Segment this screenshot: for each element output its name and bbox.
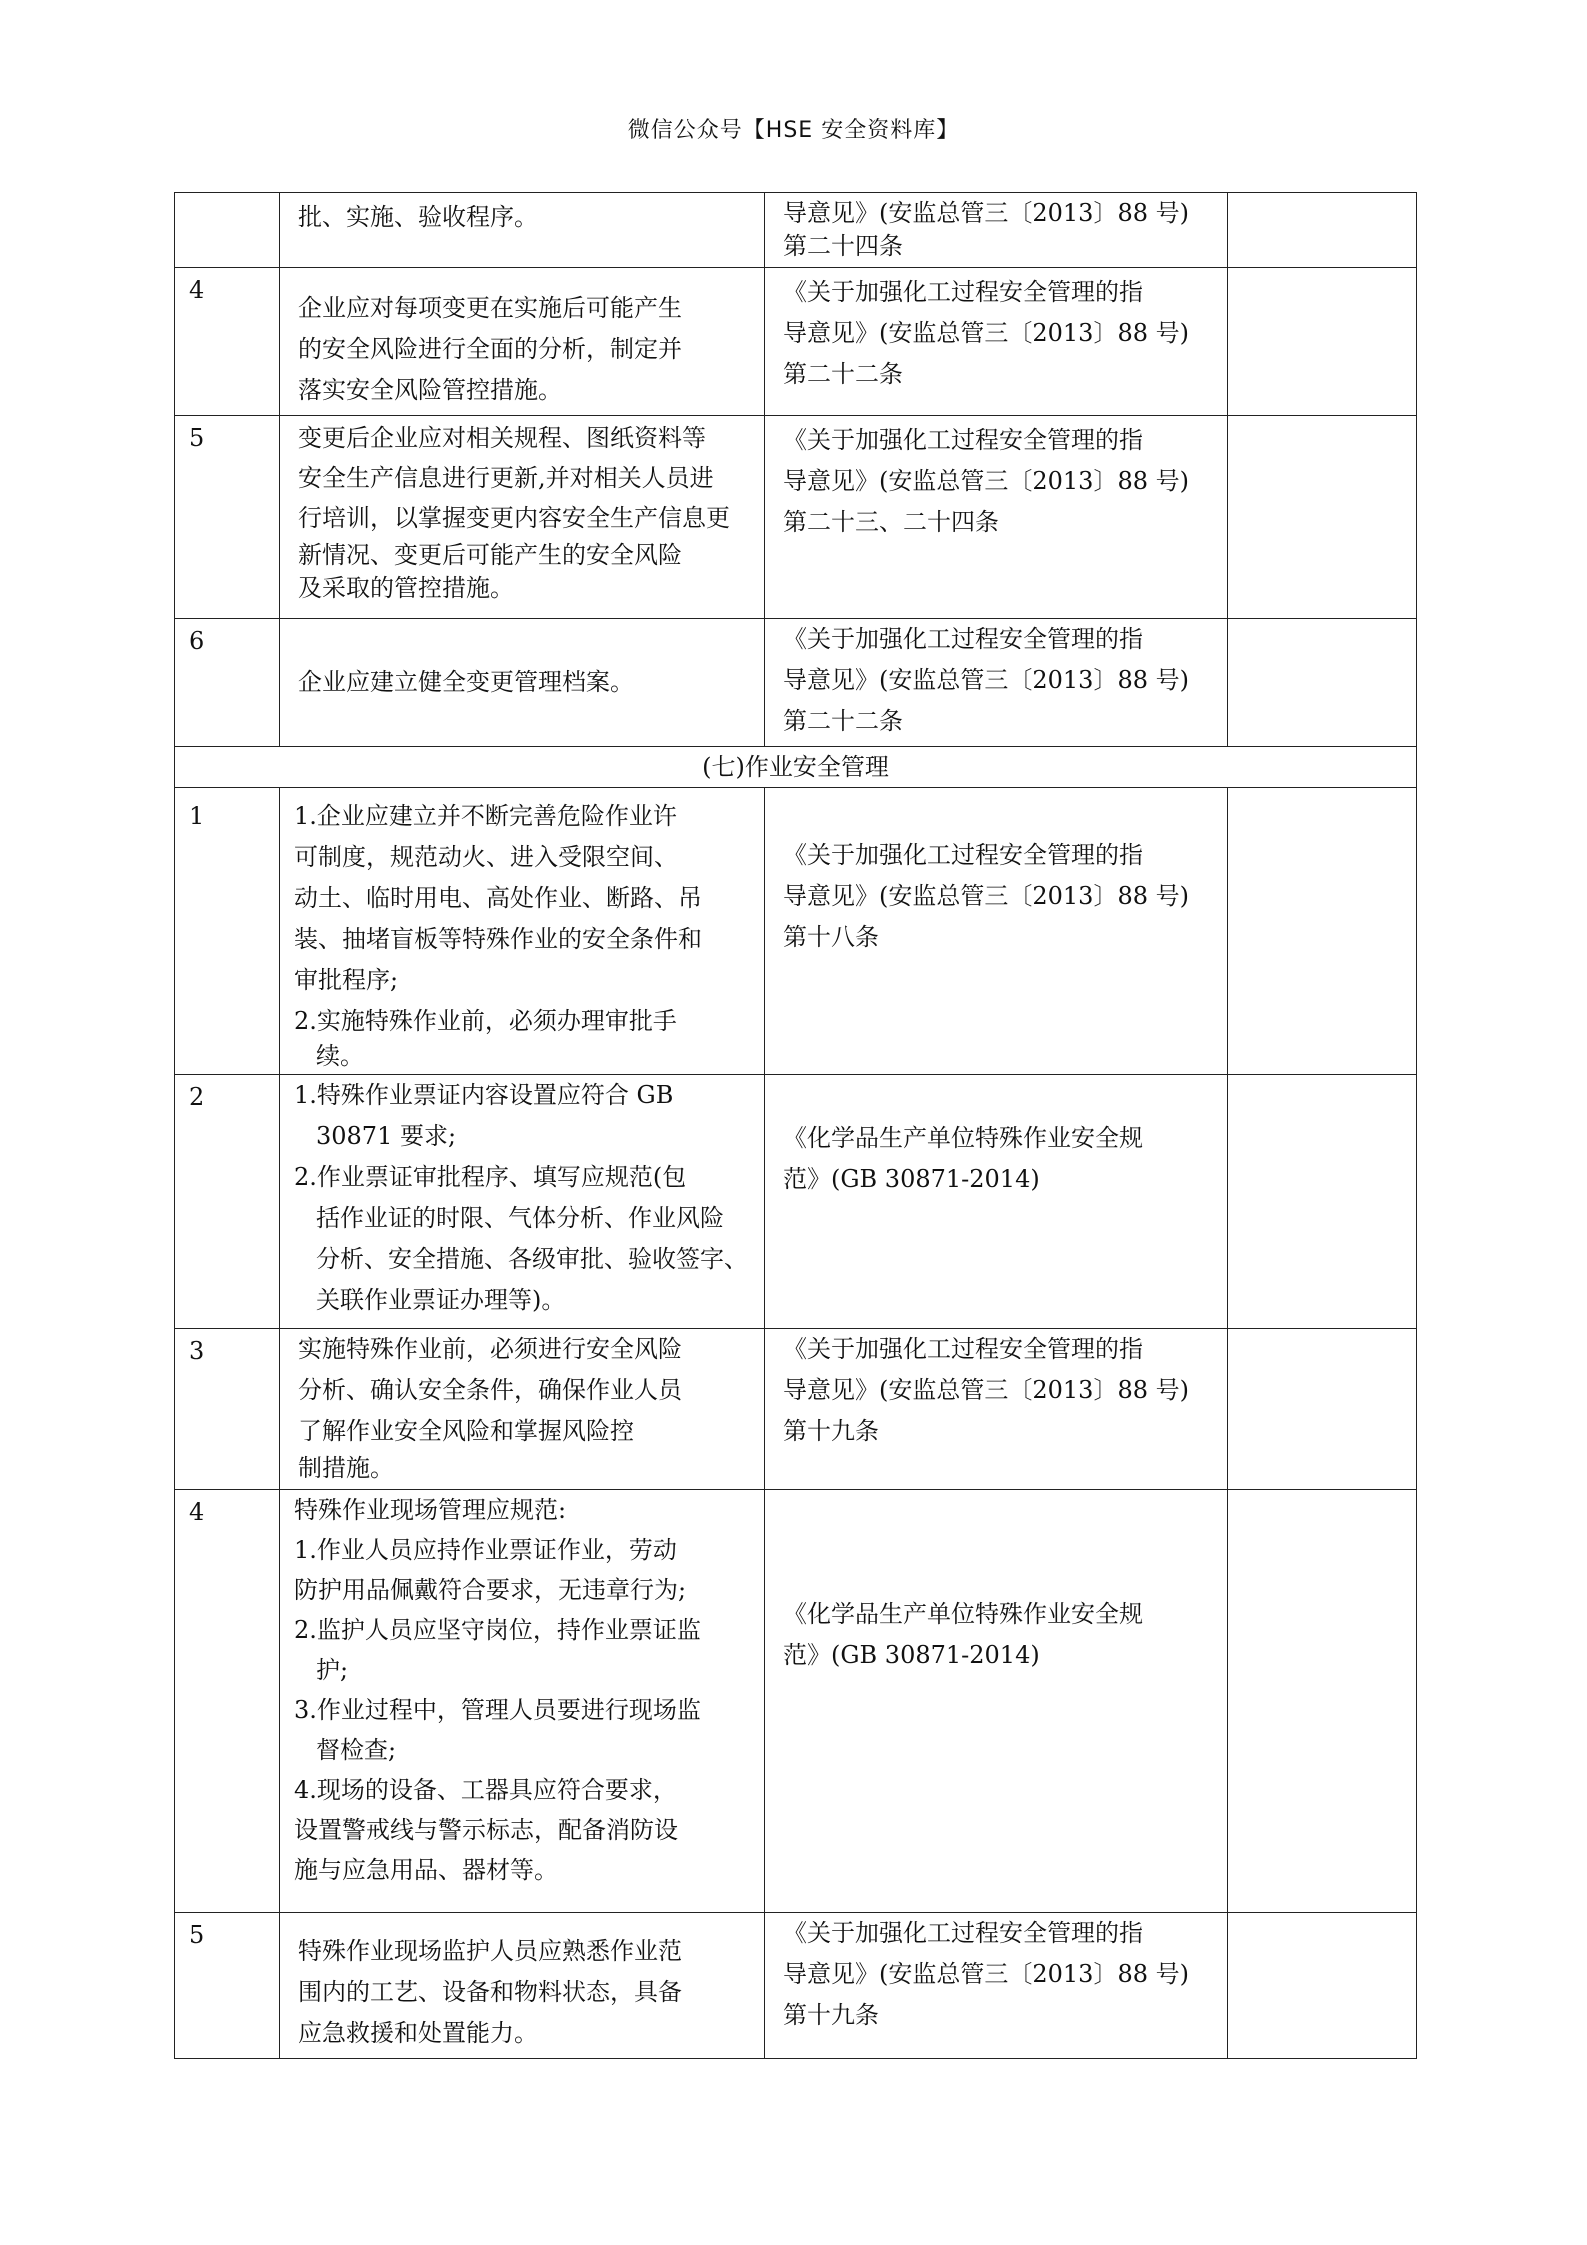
requirement-item: [298, 1329, 752, 1484]
basis-cell: [765, 619, 1228, 747]
row-number: 4: [175, 1490, 280, 1913]
requirement-line: 装、抽堵盲板等特殊作业的安全条件和: [294, 925, 702, 953]
requirement-line: 续。: [316, 1042, 364, 1070]
requirement-line: 设置警戒线与警示标志，配备消防设: [294, 1816, 678, 1844]
requirement-cell: [280, 619, 765, 747]
requirement-line: 企业应建立健全变更管理档案。: [298, 668, 634, 696]
basis-line: 导意见》(安监总管三〔2013〕88 号): [783, 467, 1189, 495]
requirement-cell: [280, 1329, 765, 1490]
page-header: 微信公众号【HSE 安全资料库】: [627, 118, 960, 143]
basis-line: 第二十二条: [783, 360, 903, 388]
requirement-item: [294, 1770, 752, 1890]
requirement-line: 实施特殊作业前，必须进行安全风险: [298, 1335, 682, 1363]
row-number: 4: [175, 268, 280, 416]
requirement-line: 分析、确认安全条件，确保作业人员: [298, 1376, 682, 1404]
requirement-line: 制措施。: [298, 1454, 394, 1482]
requirement-line: 及采取的管控措施。: [298, 574, 514, 602]
requirement-line: 的安全风险进行全面的分析，制定并: [298, 335, 682, 363]
table-row: [175, 788, 1417, 1075]
basis-line: 第十九条: [783, 1417, 879, 1445]
requirement-line: 1.作业人员应持作业票证作业，劳动: [294, 1536, 677, 1564]
section-title: (七)作业安全管理: [175, 747, 1417, 788]
remark-cell: [1228, 268, 1417, 416]
table-row: [175, 619, 1417, 747]
remark-cell: [1228, 193, 1417, 268]
basis-cell: [765, 193, 1228, 268]
basis-line: 《关于加强化工过程安全管理的指: [783, 625, 1143, 653]
remark-cell: [1228, 1490, 1417, 1913]
basis-line: 《关于加强化工过程安全管理的指: [783, 1335, 1143, 1363]
table-body: [175, 193, 1417, 2059]
basis-line: 第十八条: [783, 923, 879, 951]
requirement-cell: [280, 1913, 765, 2059]
row-number: 2: [175, 1075, 280, 1329]
basis-line: 第二十三、二十四条: [783, 508, 999, 536]
requirement-line: 安全生产信息进行更新,并对相关人员进: [298, 464, 714, 492]
basis-line: 导意见》(安监总管三〔2013〕88 号): [783, 1376, 1189, 1404]
basis-line: 导意见》(安监总管三〔2013〕88 号): [783, 319, 1189, 347]
requirement-line: 围内的工艺、设备和物料状态，具备: [298, 1978, 682, 2006]
table-row: [175, 1075, 1417, 1329]
requirement-line: 应急救援和处置能力。: [298, 2019, 538, 2047]
basis-line: 第十九条: [783, 2001, 879, 2029]
requirement-line: 防护用品佩戴符合要求，无违章行为;: [294, 1576, 687, 1604]
requirement-line: 企业应对每项变更在实施后可能产生: [298, 294, 682, 322]
remark-cell: [1228, 619, 1417, 747]
requirement-cell: [280, 193, 765, 268]
basis-cell: [765, 1329, 1228, 1490]
row-number: 5: [175, 416, 280, 619]
basis-line: 《化学品生产单位特殊作业安全规: [783, 1600, 1143, 1628]
basis-line: 导意见》(安监总管三〔2013〕88 号): [783, 1960, 1189, 1988]
requirement-cell: [280, 416, 765, 619]
basis-line: 导意见》(安监总管三〔2013〕88 号): [783, 882, 1189, 910]
requirement-cell: [280, 788, 765, 1075]
requirement-line: 可制度，规范动火、进入受限空间、: [294, 843, 678, 871]
requirement-line: 特殊作业现场管理应规范:: [294, 1496, 567, 1524]
requirement-cell: [280, 1490, 765, 1913]
requirement-line: 特殊作业现场监护人员应熟悉作业范: [298, 1937, 682, 1965]
requirement-line: 落实安全风险管控措施。: [298, 376, 562, 404]
requirement-line: 4.现场的设备、工器具应符合要求，: [294, 1776, 677, 1804]
requirement-line: 3.作业过程中，管理人员要进行现场监: [294, 1696, 701, 1724]
basis-line: 范》(GB 30871-2014): [783, 1165, 1040, 1193]
requirement-line: 1.特殊作业票证内容设置应符合 GB: [294, 1081, 674, 1109]
safety-checklist-table: [174, 192, 1417, 2059]
requirement-line: 括作业证的时限、气体分析、作业风险: [316, 1204, 724, 1232]
row-number: 3: [175, 1329, 280, 1490]
requirement-line: 变更后企业应对相关规程、图纸资料等: [298, 424, 706, 452]
requirement-line: 了解作业安全风险和掌握风险控: [298, 1417, 634, 1445]
basis-line: 《关于加强化工过程安全管理的指: [783, 278, 1143, 306]
section-header-row: [175, 747, 1417, 788]
remark-cell: [1228, 788, 1417, 1075]
requirement-item: [294, 1157, 752, 1321]
requirement-line: 批、实施、验收程序。: [298, 203, 538, 231]
table-row: [175, 1490, 1417, 1913]
remark-cell: [1228, 416, 1417, 619]
basis-line: 《化学品生产单位特殊作业安全规: [783, 1124, 1143, 1152]
row-number: 6: [175, 619, 280, 747]
basis-line: 《关于加强化工过程安全管理的指: [783, 1919, 1143, 1947]
table-row: [175, 1913, 1417, 2059]
requirement-cell: [280, 268, 765, 416]
requirement-line: 分析、安全措施、各级审批、验收签字、: [316, 1245, 748, 1273]
requirement-line: 关联作业票证办理等)。: [316, 1286, 566, 1314]
requirement-line: 督检查;: [316, 1736, 397, 1764]
basis-cell: [765, 268, 1228, 416]
table-row: [175, 193, 1417, 268]
basis-line: 导意见》(安监总管三〔2013〕88 号): [783, 199, 1189, 227]
basis-cell: [765, 788, 1228, 1075]
row-number: 1: [175, 788, 280, 1075]
requirement-line: 新情况、变更后可能产生的安全风险: [298, 541, 682, 569]
basis-line: 《关于加强化工过程安全管理的指: [783, 426, 1143, 454]
basis-line: 范》(GB 30871-2014): [783, 1641, 1040, 1669]
table-row: [175, 1329, 1417, 1490]
requirement-line: 2.监护人员应坚守岗位，持作业票证监: [294, 1616, 701, 1644]
basis-cell: [765, 416, 1228, 619]
requirement-item: [294, 1610, 752, 1690]
requirement-line: 2.实施特殊作业前，必须办理审批手: [294, 1007, 677, 1035]
basis-cell: [765, 1490, 1228, 1913]
requirement-item: [294, 1690, 752, 1770]
requirement-item: [294, 796, 752, 1001]
remark-cell: [1228, 1075, 1417, 1329]
requirement-line: 1.企业应建立并不断完善危险作业许: [294, 802, 677, 830]
requirement-item: [294, 1001, 752, 1070]
remark-cell: [1228, 1913, 1417, 2059]
requirement-item: [294, 1530, 752, 1610]
table-row: [175, 268, 1417, 416]
requirement-line: 动土、临时用电、高处作业、断路、吊: [294, 884, 702, 912]
row-number: [175, 193, 280, 268]
basis-line: 第二十四条: [783, 232, 903, 260]
requirement-line: 2.作业票证审批程序、填写应规范(包: [294, 1163, 687, 1191]
requirement-cell: [280, 1075, 765, 1329]
basis-line: 第二十二条: [783, 707, 903, 735]
requirement-item: [298, 1931, 752, 2054]
row-number: 5: [175, 1913, 280, 2059]
requirement-item: [294, 1075, 752, 1157]
requirement-line: 审批程序;: [294, 966, 399, 994]
basis-line: 《关于加强化工过程安全管理的指: [783, 841, 1143, 869]
requirement-line: 行培训，以掌握变更内容安全生产信息更: [298, 504, 730, 532]
remark-cell: [1228, 1329, 1417, 1490]
requirement-line: 施与应急用品、器材等。: [294, 1856, 558, 1884]
basis-cell: [765, 1075, 1228, 1329]
basis-cell: [765, 1913, 1228, 2059]
requirement-item: [294, 1490, 752, 1530]
requirement-line: 护;: [316, 1656, 349, 1684]
table-row: [175, 416, 1417, 619]
requirement-line: 30871 要求;: [316, 1122, 457, 1150]
basis-line: 导意见》(安监总管三〔2013〕88 号): [783, 666, 1189, 694]
